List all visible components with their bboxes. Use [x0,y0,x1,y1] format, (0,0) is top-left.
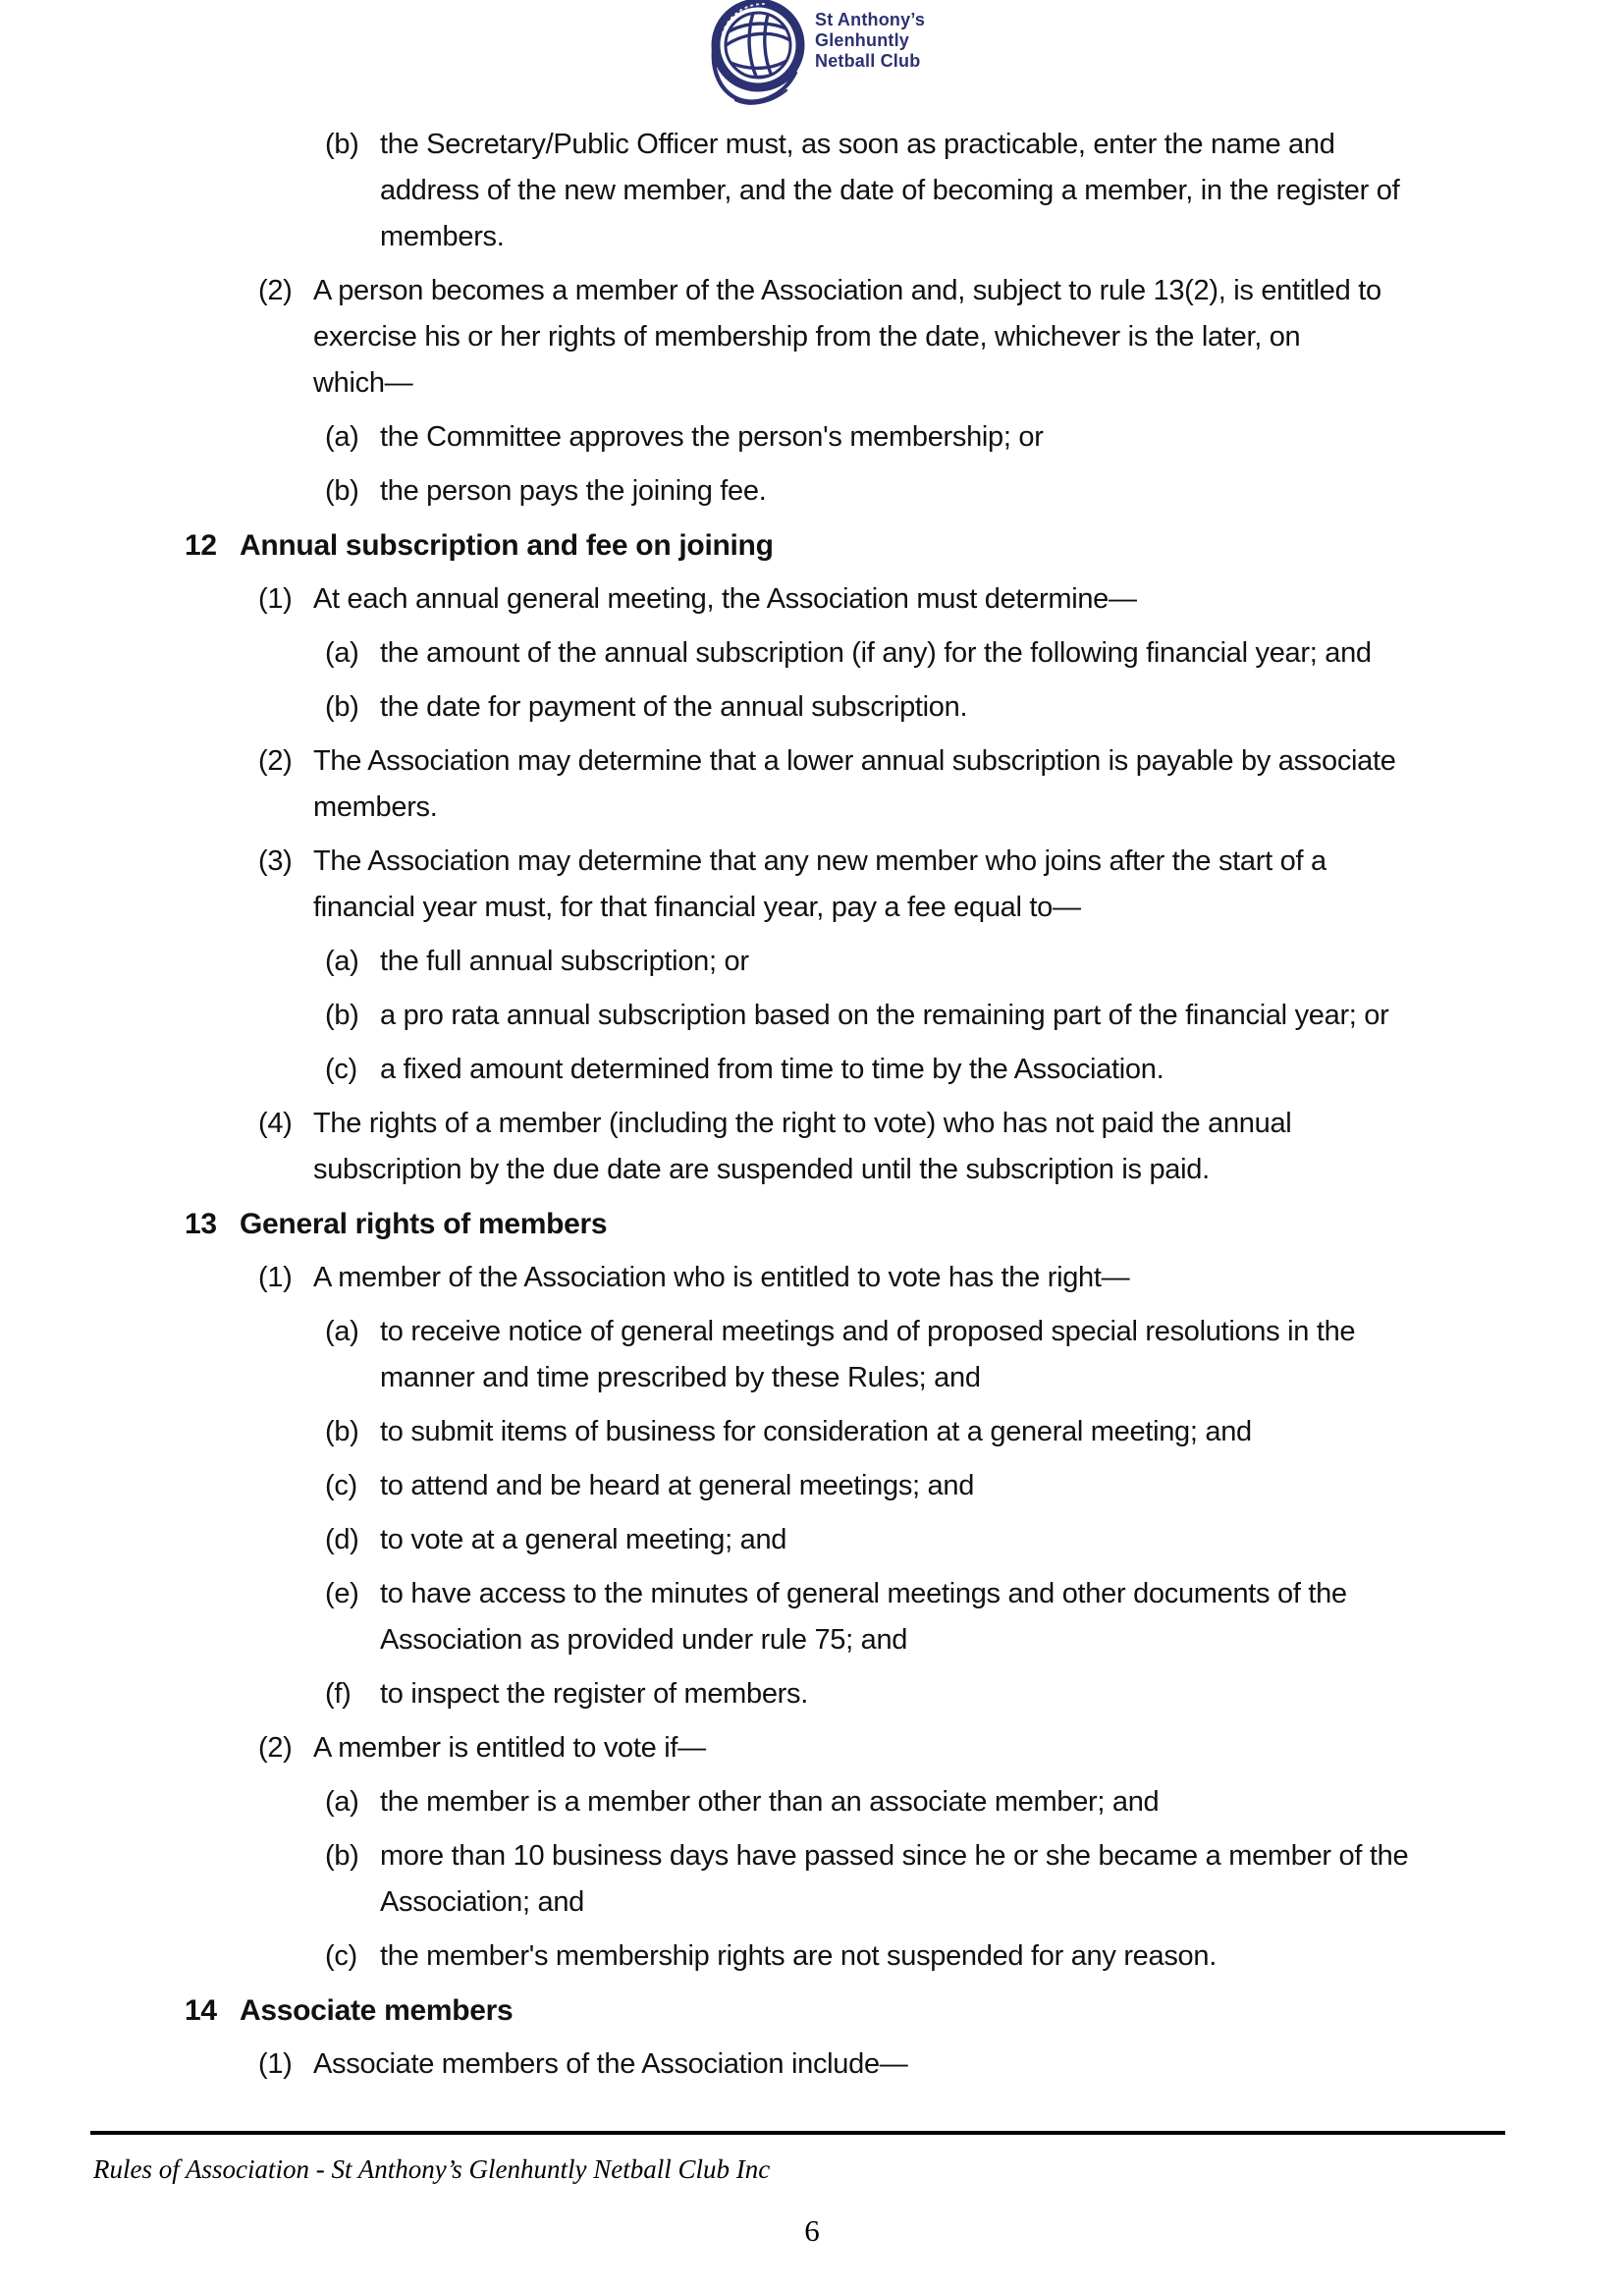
clause-marker: (2) [258,275,293,306]
clause-item [0,2041,1624,2088]
text-line: Association as provided under rule 75; and [380,1624,908,1656]
text-line: A person becomes a member of the Association and, subject to rule 13(2), is entitled to [313,275,1381,306]
rule-heading-13 [0,1201,1624,1247]
clause-text [313,1101,1291,1193]
text-line: the amount of the annual subscription (if any) for the following financial year; and [380,637,1372,669]
rule-title [240,1201,607,1247]
clause-item [0,1779,1624,1825]
text-line: which— [313,367,413,399]
clause-item [0,1101,1624,1193]
clause-marker: (b) [325,129,359,160]
text-line: members. [313,791,438,823]
clause-item [0,268,1624,407]
netball-swirl-icon [711,0,805,108]
rule-number: 14 [185,1994,217,2027]
text-line: to inspect the register of members. [380,1678,808,1710]
clause-text [380,630,1372,677]
clause-text [380,939,749,985]
clause-text [380,1517,786,1563]
text-line: the person pays the joining fee. [380,475,767,507]
rule-number: 13 [185,1208,217,1240]
clause-item [0,1047,1624,1093]
clause-item [0,1517,1624,1563]
page-number: 6 [804,2213,820,2248]
clause-marker: (1) [258,1262,293,1293]
text-line: to submit items of business for consideration at a general meeting; and [380,1416,1252,1447]
clause-item [0,738,1624,831]
clause-text [380,414,1044,461]
clause-marker: (d) [325,1524,359,1555]
clause-item [0,468,1624,515]
clause-text [380,1571,1347,1663]
club-name-line1: St Anthony’s [815,10,926,29]
text-line: Annual subscription and fee on joining [240,529,774,562]
clause-text [313,268,1381,407]
footer-divider [90,2131,1505,2135]
text-line: Associate members [240,1994,514,2027]
clause-marker: (a) [325,421,359,453]
text-line: address of the new member, and the date of becoming a member, in the register of [380,175,1400,206]
clause-text [380,1779,1159,1825]
clause-item [0,1463,1624,1509]
text-line: the Secretary/Public Officer must, as soon as practicable, enter the name and [380,129,1335,160]
rule-number: 12 [185,529,217,562]
clause-marker: (b) [325,475,359,507]
club-logo [711,0,925,108]
rule-heading-14 [0,1987,1624,2034]
text-line: subscription by the due date are suspended until the subscription is paid. [313,1154,1210,1185]
clause-item [0,122,1624,260]
clause-item [0,1409,1624,1455]
clause-text [380,1833,1408,1926]
text-line: members. [380,221,505,252]
rule-title [240,522,774,569]
clause-text [313,2041,907,2088]
clause-text [380,122,1399,260]
clause-marker: (c) [325,1470,357,1501]
clause-item [0,1933,1624,1980]
text-line: financial year must, for that financial year, pay a fee equal to— [313,892,1081,923]
clause-marker: (1) [258,583,293,615]
clause-marker: (b) [325,691,359,723]
clause-text [313,738,1396,831]
clause-text [313,1255,1129,1301]
clause-marker: (a) [325,637,359,669]
text-line: the Committee approves the person's membership; or [380,421,1044,453]
text-line: exercise his or her rights of membership from the date, whichever is the later, on [313,321,1301,353]
clause-marker: (c) [325,1940,357,1972]
clause-text [380,468,766,515]
clause-marker: (a) [325,1316,359,1347]
clause-marker: (1) [258,2048,293,2080]
clause-item [0,1571,1624,1663]
footer-source-line: Rules of Association - St Anthony’s Glenhuntly Netball Club Inc [93,2154,771,2184]
clause-marker: (e) [325,1578,359,1609]
text-line: the member's membership rights are not suspended for any reason. [380,1940,1217,1972]
text-line: General rights of members [240,1208,608,1240]
club-name [815,0,925,72]
text-line: to vote at a general meeting; and [380,1524,787,1555]
clause-marker: (b) [325,1000,359,1031]
clause-item [0,993,1624,1039]
clause-text [313,839,1326,931]
club-name-line2: Glenhuntly [815,30,909,50]
text-line: A member is entitled to vote if— [313,1732,706,1764]
clause-marker: (c) [325,1054,357,1085]
rule-heading-12 [0,522,1624,569]
text-line: manner and time prescribed by these Rules; and [380,1362,981,1393]
text-line: to have access to the minutes of general meetings and other documents of the [380,1578,1347,1609]
text-line: Associate members of the Association include— [313,2048,908,2080]
clause-item [0,1833,1624,1926]
text-line: At each annual general meeting, the Association must determine— [313,583,1137,615]
text-line: the member is a member other than an associate member; and [380,1786,1160,1818]
clause-item [0,1725,1624,1771]
clause-marker: (f) [325,1678,352,1710]
clause-marker: (3) [258,845,293,877]
clause-item [0,1309,1624,1401]
clause-marker: (4) [258,1108,293,1139]
clause-text [313,576,1137,623]
text-line: a fixed amount determined from time to time by the Association. [380,1054,1164,1085]
clause-item [0,414,1624,461]
text-line: The rights of a member (including the right to vote) who has not paid the annual [313,1108,1292,1139]
clause-text [380,1047,1164,1093]
clause-item [0,684,1624,731]
rule-title [240,1987,513,2034]
text-line: The Association may determine that a lower annual subscription is payable by associate [313,745,1396,777]
clause-item [0,939,1624,985]
clause-text [380,1409,1252,1455]
clause-item [0,839,1624,931]
clause-item [0,1671,1624,1717]
text-line: the date for payment of the annual subscription. [380,691,968,723]
text-line: to attend and be heard at general meetings; and [380,1470,975,1501]
text-line: to receive notice of general meetings and of proposed special resolutions in the [380,1316,1356,1347]
clause-marker: (a) [325,946,359,977]
clause-text [380,1463,974,1509]
clause-text [380,1671,808,1717]
text-line: Association; and [380,1886,584,1918]
text-line: A member of the Association who is entitled to vote has the right— [313,1262,1130,1293]
clause-item [0,576,1624,623]
clause-text [313,1725,706,1771]
text-line: the full annual subscription; or [380,946,749,977]
clause-item [0,1255,1624,1301]
clause-text [380,1309,1355,1401]
clause-text [380,1933,1217,1980]
clause-text [380,684,967,731]
text-line: The Association may determine that any new member who joins after the start of a [313,845,1326,877]
club-name-line3: Netball Club [815,51,921,71]
clause-marker: (2) [258,1732,293,1764]
clause-marker: (b) [325,1840,359,1872]
clause-text [380,993,1389,1039]
clause-marker: (2) [258,745,293,777]
text-line: a pro rata annual subscription based on the remaining part of the financial year; or [380,1000,1389,1031]
clause-item [0,630,1624,677]
clause-marker: (a) [325,1786,359,1818]
clause-marker: (b) [325,1416,359,1447]
text-line: more than 10 business days have passed since he or she became a member of the [380,1840,1409,1872]
